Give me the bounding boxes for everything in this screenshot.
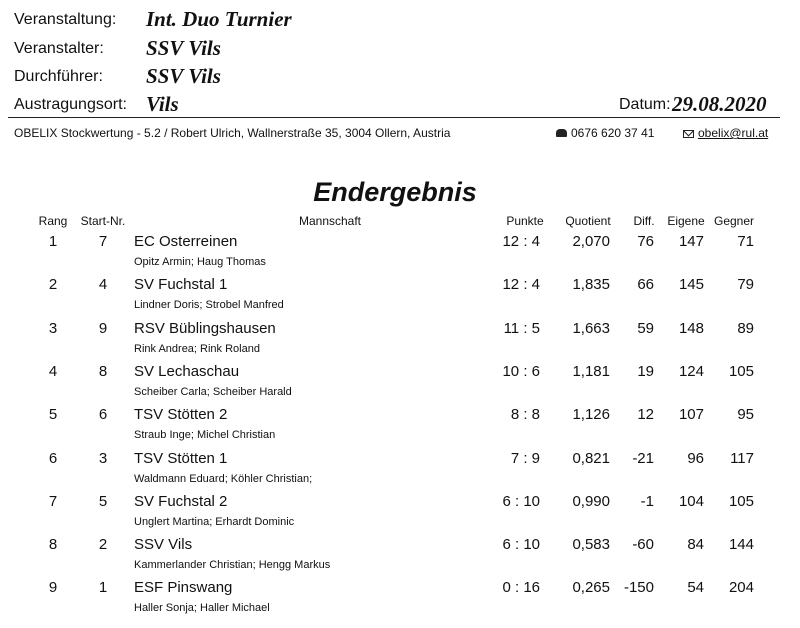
- start-number-cell: 4: [98, 276, 108, 294]
- start-number-cell: 8: [98, 362, 108, 380]
- date-value: 29.08.2020: [672, 92, 767, 116]
- team-players: Haller Sonja; Haller Michael: [134, 602, 270, 615]
- points-cell: 7 : 9: [510, 449, 540, 467]
- diff-cell: -21: [632, 449, 654, 467]
- team-players: Rink Andrea; Rink Roland: [134, 342, 260, 355]
- organizer-value: SSV Vils: [146, 36, 221, 60]
- diff-cell: -60: [632, 536, 654, 554]
- own-score-cell: 84: [687, 536, 704, 554]
- points-cell: 8 : 8: [510, 406, 540, 424]
- points-cell: 6 : 10: [502, 536, 540, 554]
- mail-icon: [683, 130, 694, 138]
- venue-label: Austragungsort:: [14, 96, 127, 113]
- start-number-cell: 9: [98, 319, 108, 337]
- opp-score-cell: 89: [737, 319, 754, 337]
- quotient-cell: 1,663: [572, 319, 610, 337]
- diff-cell: 12: [637, 406, 654, 424]
- opp-score-cell: 117: [730, 449, 754, 467]
- phone-info: [556, 126, 654, 140]
- organizer-label: Veranstalter:: [14, 40, 104, 57]
- diff-cell: 59: [637, 319, 654, 337]
- diff-cell: 19: [637, 362, 654, 380]
- opp-score-cell: 71: [737, 233, 754, 250]
- team-players: Kammerlander Christian; Hengg Markus: [134, 559, 331, 572]
- points-cell: 12 : 4: [502, 276, 540, 294]
- event-value: Int. Duo Turnier: [146, 7, 292, 31]
- date-label: Datum:: [619, 96, 671, 113]
- points-cell: 12 : 4: [502, 233, 540, 250]
- opp-score-cell: 204: [728, 579, 754, 597]
- team-name: RSV Büblingshausen: [134, 319, 276, 337]
- rank-cell: 6: [48, 449, 58, 467]
- opp-score-cell: 105: [728, 492, 754, 510]
- opp-score-cell: 95: [737, 406, 754, 424]
- own-score-cell: 124: [678, 362, 704, 380]
- executor-label: Durchführer:: [14, 68, 103, 85]
- own-score-cell: 148: [678, 319, 704, 337]
- email-info[interactable]: [683, 126, 768, 140]
- quotient-cell: 0,821: [572, 449, 610, 467]
- start-number-cell: 6: [98, 406, 108, 424]
- quotient-cell: 2,070: [572, 233, 610, 250]
- start-number-cell: 2: [98, 536, 108, 554]
- rank-cell: 3: [48, 319, 58, 337]
- points-cell: 10 : 6: [502, 362, 540, 380]
- diff-cell: 66: [637, 276, 654, 294]
- venue-value: Vils: [146, 92, 179, 116]
- rank-cell: 8: [48, 536, 58, 554]
- quotient-cell: 1,835: [572, 276, 610, 294]
- team-players: Scheiber Carla; Scheiber Harald: [134, 385, 292, 398]
- quotient-cell: 1,126: [572, 406, 610, 424]
- team-name: SSV Vils: [134, 536, 193, 554]
- phone-number: 0676 620 37 41: [571, 126, 655, 140]
- own-score-cell: 54: [687, 579, 704, 597]
- team-players: Unglert Martina; Erhardt Dominic: [134, 515, 295, 528]
- start-number-cell: 7: [98, 233, 108, 250]
- col-points: Punkte: [506, 214, 544, 228]
- team-players: Waldmann Eduard; Köhler Christian;: [134, 472, 313, 485]
- team-name: SV Fuchstal 2: [134, 492, 228, 510]
- points-cell: 11 : 5: [503, 319, 540, 337]
- own-score-cell: 107: [678, 406, 704, 424]
- header-divider: [8, 117, 780, 118]
- start-number-cell: 5: [98, 492, 108, 510]
- phone-icon: [556, 129, 567, 137]
- quotient-cell: 0,990: [572, 492, 610, 510]
- team-name: SV Fuchstal 1: [134, 276, 228, 294]
- rank-cell: 2: [48, 276, 58, 294]
- col-opp: Gegner: [713, 214, 755, 228]
- start-number-cell: 3: [98, 449, 108, 467]
- email-address[interactable]: obelix@rul.at: [698, 126, 769, 140]
- event-label: Veranstaltung:: [14, 11, 117, 28]
- rank-cell: 1: [48, 233, 58, 250]
- own-score-cell: 104: [678, 492, 704, 510]
- team-name: TSV Stötten 2: [134, 406, 228, 424]
- col-start: Start-Nr.: [80, 214, 126, 228]
- diff-cell: -150: [623, 579, 654, 597]
- team-name: ESF Pinswang: [134, 579, 233, 597]
- col-team: Mannschaft: [298, 214, 362, 228]
- col-quotient: Quotient: [565, 214, 611, 228]
- own-score-cell: 145: [678, 276, 704, 294]
- own-score-cell: 147: [678, 233, 704, 250]
- diff-cell: -1: [640, 492, 654, 510]
- team-name: SV Lechaschau: [134, 362, 240, 380]
- col-diff: Diff.: [633, 214, 655, 228]
- team-players: Lindner Doris; Strobel Manfred: [134, 299, 284, 312]
- executor-value: SSV Vils: [146, 64, 221, 88]
- rank-cell: 4: [48, 362, 58, 380]
- quotient-cell: 0,265: [572, 579, 610, 597]
- rank-cell: 7: [48, 492, 58, 510]
- team-name: TSV Stötten 1: [134, 449, 228, 467]
- team-players: Straub Inge; Michel Christian: [134, 429, 276, 442]
- opp-score-cell: 144: [728, 536, 754, 554]
- points-cell: 6 : 10: [502, 492, 540, 510]
- team-players: Opitz Armin; Haug Thomas: [134, 256, 266, 268]
- opp-score-cell: 105: [728, 362, 754, 380]
- own-score-cell: 96: [687, 449, 704, 467]
- team-name: EC Osterreinen: [134, 233, 238, 250]
- start-number-cell: 1: [98, 579, 108, 597]
- software-info: OBELIX Stockwertung - 5.2 / Robert Ulrich, Wallnerstraße 35, 3004 Ollern, Austria: [14, 126, 451, 140]
- points-cell: 0 : 16: [502, 579, 540, 597]
- rank-cell: 9: [48, 579, 58, 597]
- diff-cell: 76: [637, 233, 654, 250]
- col-rank: Rang: [38, 214, 68, 228]
- quotient-cell: 0,583: [572, 536, 610, 554]
- col-own: Eigene: [667, 214, 705, 228]
- rank-cell: 5: [48, 406, 58, 424]
- quotient-cell: 1,181: [572, 362, 610, 380]
- page-title: Endergebnis: [313, 177, 477, 207]
- opp-score-cell: 79: [737, 276, 754, 294]
